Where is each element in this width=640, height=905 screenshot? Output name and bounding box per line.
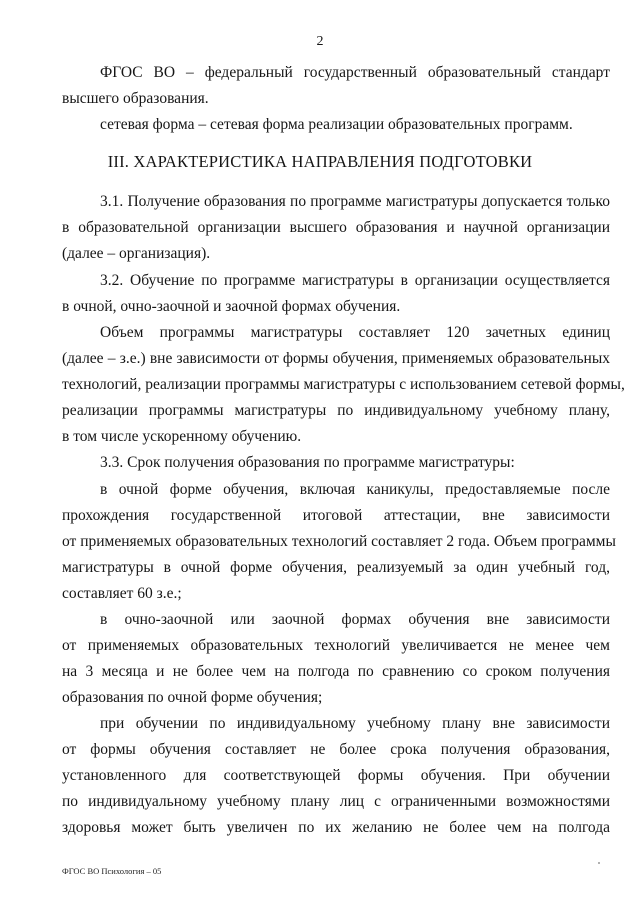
text-line: в образовательной организации высшего образования и научной организации [62, 219, 610, 236]
text-line: (далее – организация). [62, 245, 211, 262]
text-line: от формы обучения составляет не более срока получения образования, [62, 741, 610, 758]
text-line: по индивидуальному учебному плану лиц с ограниченными возможностями [62, 793, 610, 810]
text-line: Объем программы магистратуры составляет 120 зачетных единиц [100, 324, 610, 341]
text-line: прохождения государственной итоговой аттестации, вне зависимости [62, 507, 610, 524]
paragraph-3-2 [62, 268, 610, 320]
text-line: в очной форме обучения, включая каникулы, предоставляемые после [100, 481, 610, 498]
paragraph-full-time [62, 477, 616, 607]
page-number: 2 [316, 34, 324, 49]
text-line: в том числе ускоренному обучению. [62, 428, 302, 445]
text-line: в очно-заочной или заочной формах обучения вне зависимости [100, 611, 610, 628]
text-line: высшего образования. [62, 90, 209, 107]
definition-network-form [62, 112, 610, 138]
scan-speck [598, 862, 600, 864]
paragraph-volume [62, 320, 625, 450]
text-line: 3.2. Обучение по программе магистратуры в организации осуществляется [100, 272, 610, 289]
text-line: образования по очной форме обучения; [62, 689, 323, 706]
text-line: технологий, реализации программы магистратуры с использованием сетевой формы, [62, 376, 625, 393]
document-footer: ФГОС ВО Психология – 05 [62, 866, 162, 876]
section-heading: III. ХАРАКТЕРИСТИКА НАПРАВЛЕНИЯ ПОДГОТОВКИ [107, 152, 533, 171]
text-line: реализации программы магистратуры по индивидуальному учебному плану, [62, 402, 610, 419]
paragraph-3-3 [62, 450, 610, 476]
definition-fgos [62, 60, 610, 112]
text-line: магистратуры в очной форме обучения, реализуемый за один учебный год, [62, 559, 610, 576]
text-line: здоровья может быть увеличен по их желанию не более чем на полгода [62, 819, 610, 836]
text-line: ФГОС ВО – федеральный государственный образовательный стандарт [100, 64, 610, 81]
text-line: в очной, очно-заочной и заочной формах обучения. [62, 298, 401, 315]
text-line: при обучении по индивидуальному учебному плану вне зависимости [100, 715, 610, 732]
paragraph-part-time [62, 607, 610, 711]
text-line: сетевая форма – сетевая форма реализации образовательных программ. [100, 116, 573, 133]
text-line: 3.3. Срок получения образования по программе магистратуры: [100, 454, 515, 471]
text-line: (далее – з.е.) вне зависимости от формы обучения, применяемых образовательных [62, 350, 610, 367]
paragraph-3-1 [62, 189, 610, 267]
text-line: от применяемых образовательных технологий увеличивается не менее чем [62, 637, 610, 654]
text-line: на 3 месяца и не более чем на полгода по сравнению со сроком получения [62, 663, 610, 680]
text-line: от применяемых образовательных технологий составляет 2 года. Объем программы [62, 533, 616, 550]
text-line: 3.1. Получение образования по программе магистратуры допускается только [100, 193, 610, 210]
text-line: составляет 60 з.е.; [62, 585, 182, 602]
text-line: установленного для соответствующей формы обучения. При обучении [62, 767, 610, 784]
paragraph-individual-plan [62, 711, 610, 841]
